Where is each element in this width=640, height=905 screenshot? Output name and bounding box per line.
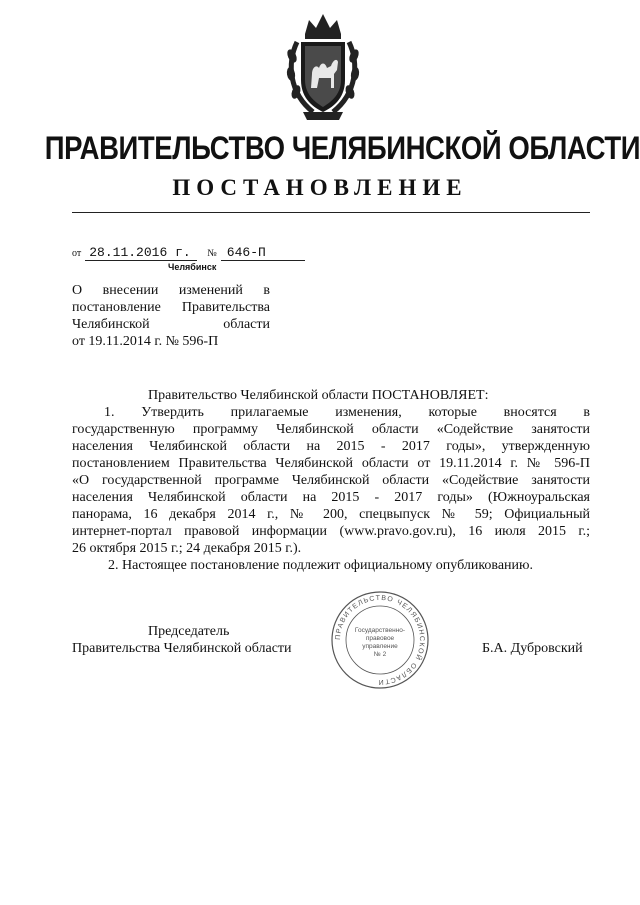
stamp-center-line: управление — [362, 643, 398, 650]
subject-line: Челябинской области — [72, 317, 270, 332]
date-number-line — [72, 243, 312, 263]
body-line: «О государственной программе Челябинской области «Содействие занятости — [72, 473, 590, 488]
document-date: 28.11.2016 г. — [85, 245, 197, 261]
body-line: интернет-портал правовой информации (www.pravo.gov.ru), 16 июля 2015 г.; — [72, 524, 590, 539]
body-text — [72, 404, 590, 574]
subject-line: постановление Правительства — [72, 300, 270, 315]
body-line: панорама, 16 декабря 2014 г., № 200, спецвыпуск № 59; Официальный — [72, 507, 590, 522]
document-type-title: ПОСТАНОВЛЕНИЕ — [172, 175, 468, 200]
subject-line: О внесении изменений в — [72, 283, 270, 298]
signatory-name: Б.А. Дубровский — [482, 641, 583, 656]
organization-title: ПРАВИТЕЛЬСТВО ЧЕЛЯБИНСКОЙ ОБЛАСТИ — [44, 130, 640, 166]
city: Челябинск — [168, 262, 217, 272]
body-line: 26 октября 2015 г.; 24 декабря 2015 г.). — [72, 541, 302, 556]
stamp-ring-text: ПРАВИТЕЛЬСТВО ЧЕЛЯБИНСКОЙ ОБЛАСТИ — [334, 594, 426, 686]
body-point-2: 2. Настоящее постановление подлежит официальному опубликованию. — [108, 558, 533, 573]
signature-title-line1: Председатель — [148, 624, 230, 639]
subject-line: от 19.11.2014 г. № 596-П — [72, 334, 219, 349]
stamp-center-line: правовое — [365, 635, 395, 642]
body-line: постановлением Правительства Челябинской области от 19.11.2014 г. № 596-П — [72, 456, 590, 471]
date-prefix: от — [72, 248, 82, 259]
document-number: 646-П — [221, 245, 305, 261]
body-line: 1. Утвердить прилагаемые изменения, которые вносятся в — [104, 405, 590, 420]
preamble: Правительство Челябинской области ПОСТАНОВЛЯЕТ: — [148, 388, 489, 403]
subject-block — [72, 282, 270, 350]
signature-title-line2: Правительства Челябинской области — [72, 641, 292, 656]
stamp-center-line: Государственно- — [354, 627, 406, 634]
body-line: населения Челябинской области на 2015 - 2017 годы», утвержденную — [72, 439, 590, 454]
body-line: населения Челябинской области на 2015 - 2017 годы» (Южноуральская — [72, 490, 590, 505]
number-prefix: № — [207, 248, 217, 259]
official-stamp — [330, 590, 430, 690]
body-line: государственную программу Челябинской области «Содействие занятости — [72, 422, 590, 437]
header-divider — [72, 212, 590, 213]
stamp-center-line: № 2 — [373, 651, 387, 658]
coat-of-arms-emblem — [283, 8, 363, 126]
